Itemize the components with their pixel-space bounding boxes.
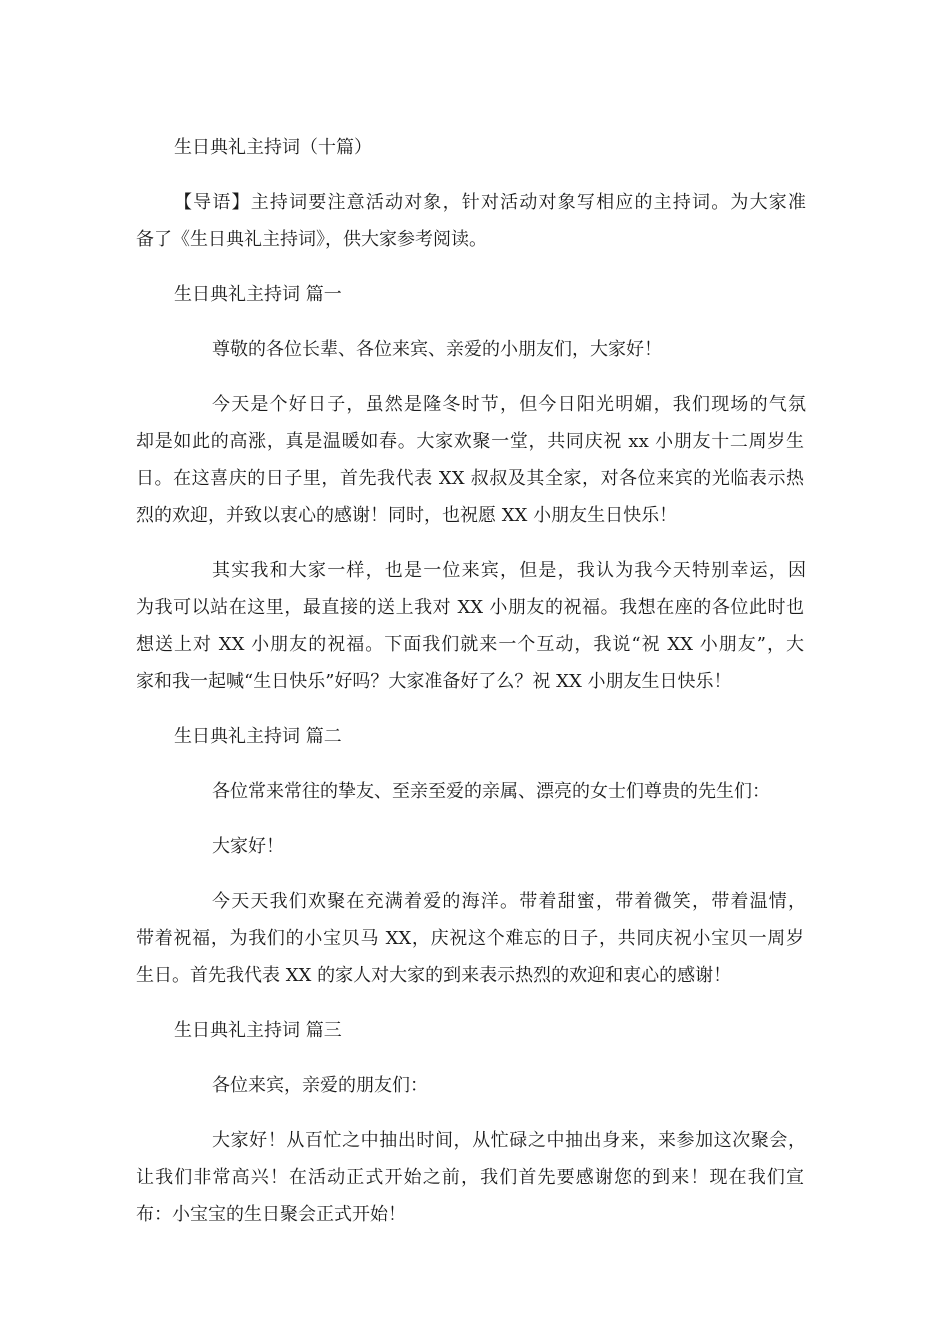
intro-line-2: 备了《生日典礼主持词》，供大家参考阅读。 (136, 229, 487, 250)
document-title: 生日典礼主持词（十篇） (174, 137, 372, 158)
section3-p1-line: 大家好！从百忙之中抽出时间，从忙碌之中抽出身来，来参加这次聚会， (212, 1130, 806, 1151)
section3-p1-line: 让我们非常高兴！在活动正式开始之前，我们首先要感谢您的到来！现在我们宣 (136, 1167, 804, 1188)
section1-p1-line: 却是如此的高涨，真是温暖如春。大家欢聚一堂，共同庆祝 xx 小朋友十二周岁生 (136, 431, 804, 452)
section1-p2-line: 为我可以站在这里，最直接的送上我对 XX 小朋友的祝福。我想在座的各位此时也 (136, 597, 804, 618)
section1-p2-line: 家和我一起喊“生日快乐”好吗？大家准备好了么？祝 XX 小朋友生日快乐！ (136, 671, 732, 692)
section1-p1-line: 今天是个好日子，虽然是隆冬时节，但今日阳光明媚，我们现场的气氛 (212, 394, 806, 415)
section2-greeting: 各位常来常往的挚友、至亲至爱的亲属、漂亮的女士们尊贵的先生们： (212, 781, 770, 802)
section1-p2-line: 其实我和大家一样，也是一位来宾，但是，我认为我今天特别幸运，因 (212, 560, 806, 581)
intro-line-1: 【导语】主持词要注意活动对象，针对活动对象写相应的主持词。为大家准 (174, 192, 806, 213)
section2-p1-line: 今天天我们欢聚在充满着爱的海洋。带着甜蜜，带着微笑，带着温情， (212, 891, 806, 912)
section3-greeting: 各位来宾，亲爱的朋友们： (212, 1075, 428, 1096)
section2-p1-line: 生日。首先我代表 XX 的家人对大家的到来表示热烈的欢迎和衷心的感谢！ (136, 965, 732, 986)
section1-p1-line: 日。在这喜庆的日子里，首先我代表 XX 叔叔及其全家，对各位来宾的光临表示热 (136, 468, 804, 489)
section1-p2-line: 想送上对 XX 小朋友的祝福。下面我们就来一个互动，我说“祝 XX 小朋友”，大 (136, 634, 804, 655)
section3-p1-line: 布：小宝宝的生日聚会正式开始！ (136, 1204, 406, 1225)
section2-hello: 大家好！ (212, 836, 284, 857)
section-heading-2: 生日典礼主持词 篇二 (174, 726, 342, 747)
section-heading-1: 生日典礼主持词 篇一 (174, 284, 342, 305)
section2-p1-line: 带着祝福，为我们的小宝贝马 XX，庆祝这个难忘的日子，共同庆祝小宝贝一周岁 (136, 928, 804, 949)
section-heading-3: 生日典礼主持词 篇三 (174, 1020, 342, 1041)
section1-p1-line: 烈的欢迎，并致以衷心的感谢！同时，也祝愿 XX 小朋友生日快乐！ (136, 505, 678, 526)
section1-greeting: 尊敬的各位长辈、各位来宾、亲爱的小朋友们，大家好！ (212, 339, 662, 360)
